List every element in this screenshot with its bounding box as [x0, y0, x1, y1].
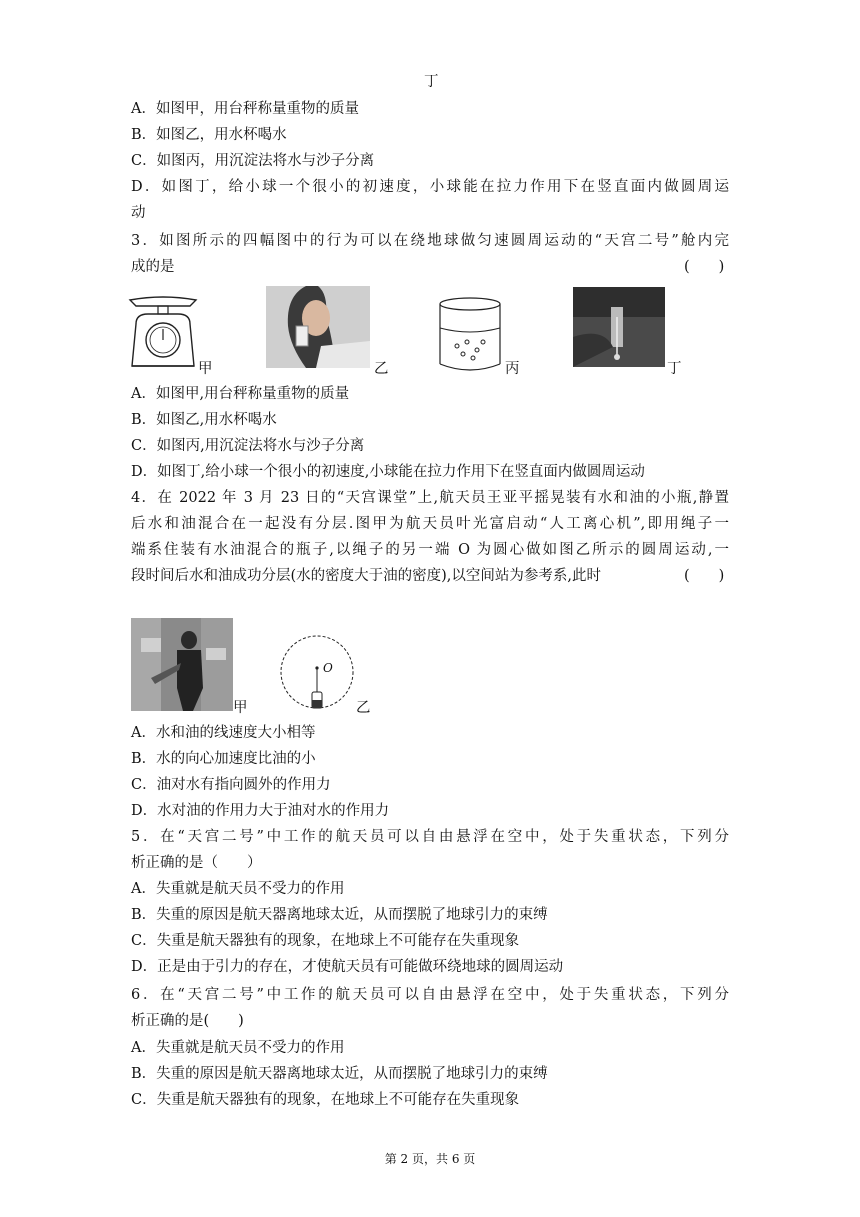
option-a: A．如图甲,用台秤称量重物的质量 [131, 386, 350, 402]
caption-yi: 乙 [356, 700, 371, 716]
scale-figure [128, 296, 198, 372]
question-4-stem: 4．在 2022 年 3 月 23 日的“天宫课堂”上,航天员王亚平摇晃装有水和油的小瓶,静置 [131, 490, 729, 506]
question-5-stem: 5．在“天宫二号”中工作的航天员可以自由悬浮在空中，处于失重状态，下列分 [131, 829, 729, 845]
caption-ding: 丁 [667, 361, 682, 377]
question-6-stem-2: 析正确的是( ) [131, 1013, 244, 1029]
question-3-stem-2: 成的是 [131, 259, 175, 275]
option-c: C．失重是航天器独有的现象，在地球上不可能存在失重现象 [131, 1092, 520, 1108]
circular-motion-diagram [278, 632, 356, 714]
top-figure-caption: 丁 [424, 74, 439, 90]
option-d-continued: 动 [131, 205, 146, 221]
option-a: A．水和油的线速度大小相等 [131, 725, 316, 741]
question-4-stem-2: 后水和油混合在一起没有分层.图甲为航天员叶光富启动“人工离心机”,即用绳子一 [131, 516, 729, 532]
option-c: C．失重是航天器独有的现象，在地球上不可能存在失重现象 [131, 933, 520, 949]
answer-bracket: ( ) [684, 259, 725, 275]
astronaut-photo [131, 618, 233, 711]
option-a: A．失重就是航天员不受力的作用 [131, 881, 345, 897]
option-d: D．如图丁，给小球一个很小的初速度，小球能在拉力作用下在竖直面内做圆周运 [131, 179, 729, 195]
option-a: A．失重就是航天员不受力的作用 [131, 1040, 345, 1056]
question-4-stem-4: 段时间后水和油成功分层(水的密度大于油的密度),以空间站为参考系,此时 [131, 568, 602, 584]
option-d: D．正是由于引力的存在，才使航天员有可能做环绕地球的圆周运动 [131, 959, 564, 975]
option-b: B．失重的原因是航天器离地球太近，从而摆脱了地球引力的束缚 [131, 907, 548, 923]
option-c: C．如图丙，用沉淀法将水与沙子分离 [131, 153, 375, 169]
option-b: B．水的向心加速度比油的小 [131, 751, 316, 767]
center-point-label: O [323, 661, 333, 675]
option-b: B．失重的原因是航天器离地球太近，从而摆脱了地球引力的束缚 [131, 1066, 548, 1082]
option-c: C．油对水有指向圆外的作用力 [131, 777, 331, 793]
option-b: B．如图乙,用水杯喝水 [131, 412, 277, 428]
question-6-stem: 6．在“天宫二号”中工作的航天员可以自由悬浮在空中，处于失重状态，下列分 [131, 987, 729, 1003]
question-5-stem-2: 析正确的是（ ） [131, 855, 262, 871]
beaker-figure [437, 296, 503, 372]
answer-bracket: ( ) [684, 568, 725, 584]
caption-jia: 甲 [233, 700, 248, 716]
drinking-photo [266, 286, 370, 368]
option-d: D．水对油的作用力大于油对水的作用力 [131, 803, 390, 819]
question-4-stem-3: 端系住装有水油混合的瓶子,以绳子的另一端 O 为圆心做如图乙所示的圆周运动,一 [131, 542, 729, 558]
caption-bing: 丙 [505, 361, 520, 377]
caption-jia: 甲 [198, 361, 213, 377]
page-number-footer: 第 2 页，共 6 页 [384, 1152, 476, 1166]
option-b: B．如图乙，用水杯喝水 [131, 127, 287, 143]
question-3-stem: 3．如图所示的四幅图中的行为可以在绕地球做匀速圆周运动的“天宫二号”舱内完 [131, 233, 729, 249]
option-d: D．如图丁,给小球一个很小的初速度,小球能在拉力作用下在竖直面内做圆周运动 [131, 464, 645, 480]
pendulum-photo [573, 287, 665, 367]
caption-yi: 乙 [374, 361, 389, 377]
option-a: A．如图甲，用台秤称量重物的质量 [131, 101, 359, 117]
option-c: C．如图丙,用沉淀法将水与沙子分离 [131, 438, 365, 454]
